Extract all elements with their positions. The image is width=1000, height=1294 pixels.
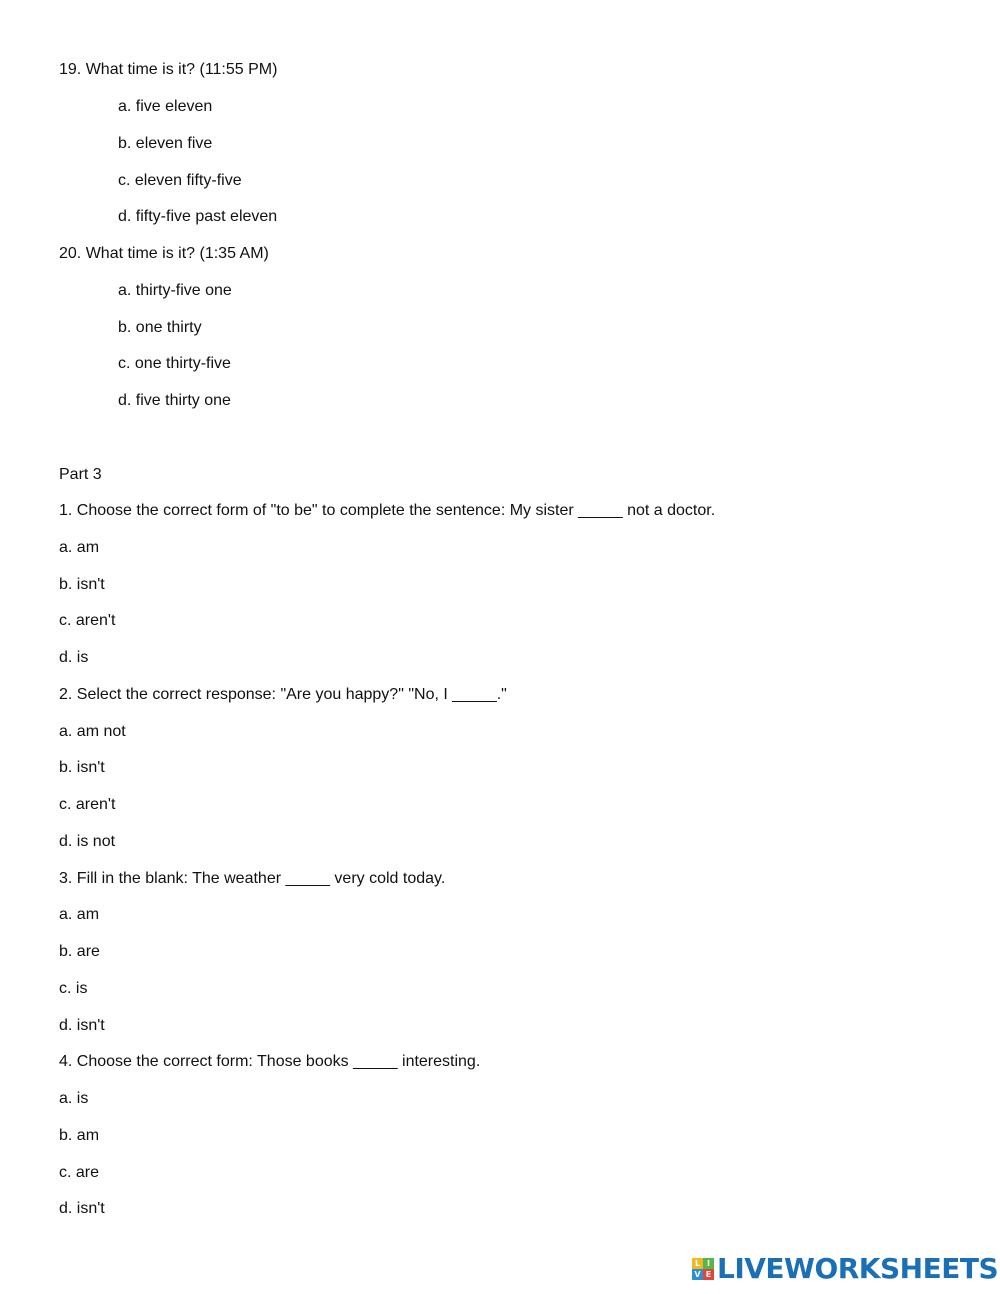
liveworksheets-logo	[692, 1252, 998, 1286]
option-20a: a. thirty-five one	[118, 282, 232, 299]
question-19: 19. What time is it? (11:55 PM)	[59, 61, 278, 78]
option-19c: c. eleven fifty-five	[118, 172, 242, 189]
part3-option-2c: c. aren't	[59, 796, 116, 813]
part3-question-4: 4. Choose the correct form: Those books _____ interesting.	[59, 1053, 481, 1070]
part3-option-1c: c. aren't	[59, 612, 116, 629]
part3-option-4b: b. am	[59, 1127, 100, 1144]
option-20c: c. one thirty-five	[118, 355, 231, 372]
part3-question-1: 1. Choose the correct form of "to be" to complete the sentence: My sister _____ not a doctor.	[59, 502, 716, 519]
logo-mark-icon: L I V E	[692, 1258, 714, 1280]
part3-option-1d: d. is	[59, 649, 89, 666]
part3-option-3d: d. isn't	[59, 1017, 105, 1034]
part3-question-2: 2. Select the correct response: "Are you happy?" "No, I _____."	[59, 686, 507, 703]
part3-option-4a: a. is	[59, 1090, 89, 1107]
option-19a: a. five eleven	[118, 98, 213, 115]
option-20d: d. five thirty one	[118, 392, 231, 409]
option-19d: d. fifty-five past eleven	[118, 208, 278, 225]
part3-heading: Part 3	[59, 466, 102, 483]
part3-option-3b: b. are	[59, 943, 100, 960]
part3-question-3: 3. Fill in the blank: The weather _____ very cold today.	[59, 870, 446, 887]
part3-option-3a: a. am	[59, 906, 100, 923]
part3-option-2a: a. am not	[59, 723, 126, 740]
part3-option-2d: d. is not	[59, 833, 116, 850]
part3-option-1a: a. am	[59, 539, 100, 556]
logo-wordmark: LIVEWORKSHEETS	[717, 1252, 999, 1285]
part3-option-3c: c. is	[59, 980, 88, 997]
option-20b: b. one thirty	[118, 319, 202, 336]
option-19b: b. eleven five	[118, 135, 213, 152]
part3-option-4d: d. isn't	[59, 1200, 105, 1217]
part3-option-2b: b. isn't	[59, 759, 105, 776]
part3-option-1b: b. isn't	[59, 576, 105, 593]
question-20: 20. What time is it? (1:35 AM)	[59, 245, 269, 262]
part3-option-4c: c. are	[59, 1164, 100, 1181]
